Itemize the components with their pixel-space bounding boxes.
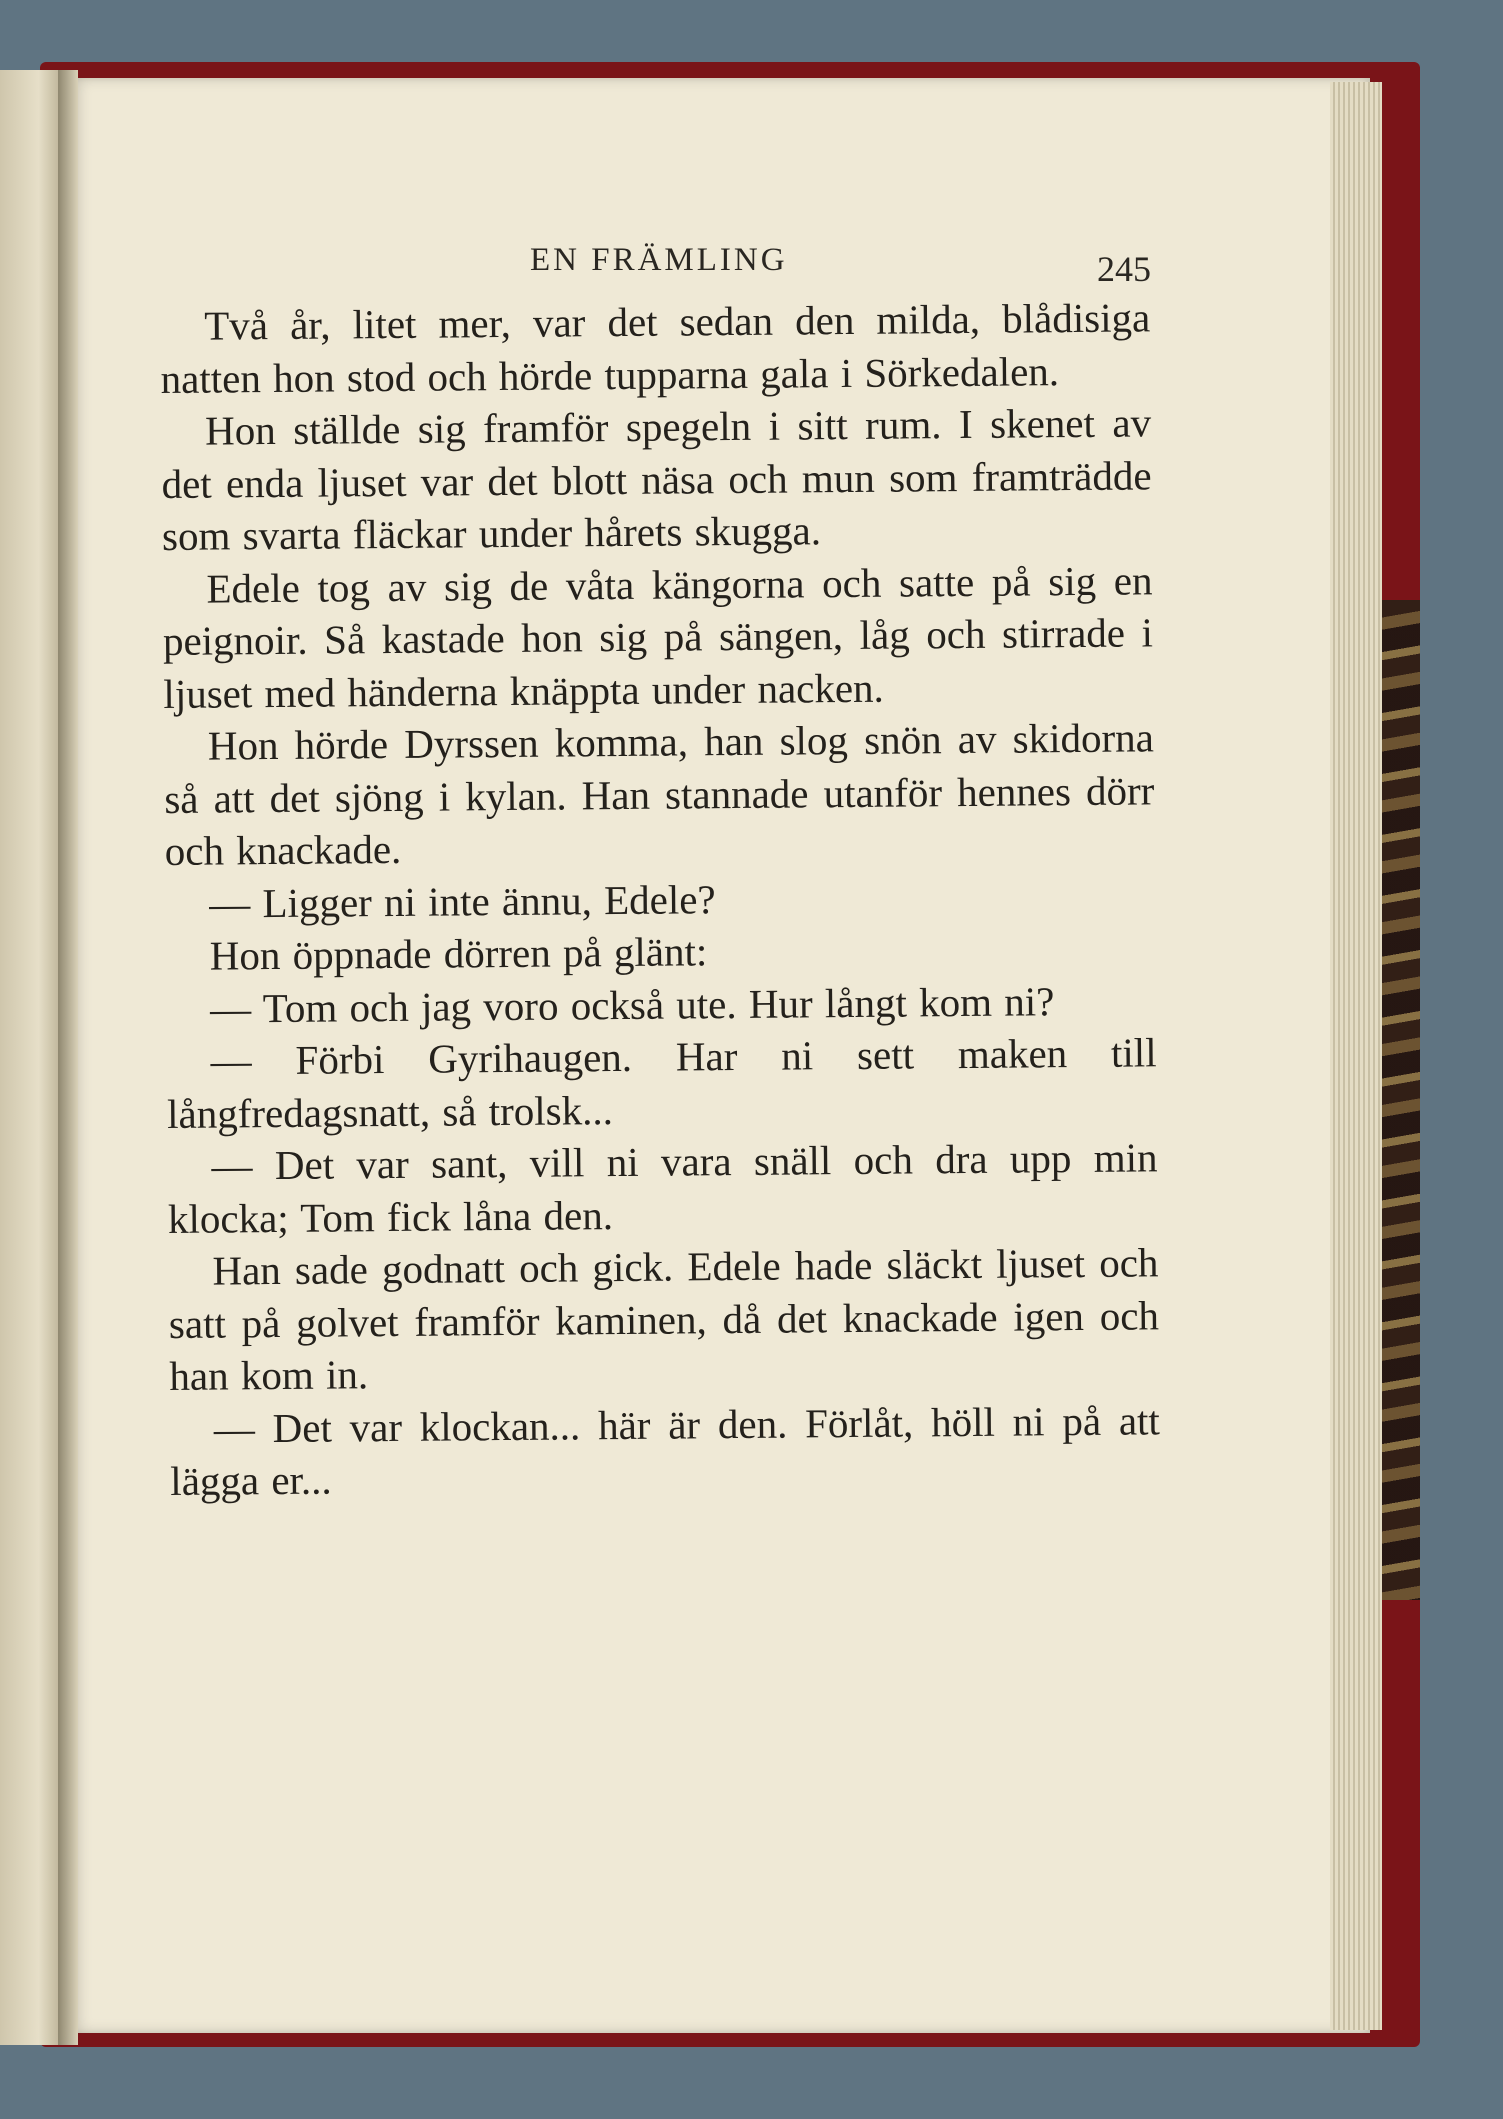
paragraph: Hon ställde sig framför spegeln i sitt rum. I skenet av det enda ljuset var det blott näsa och mun som framträdde som svarta fläckar under hårets skugga. xyxy=(161,399,1152,559)
page-stack-edge xyxy=(1330,82,1382,2030)
paragraph: Två år, litet mer, var det sedan den milda, blådisiga natten hon stod och hörde tupparna gala i Sörkedalen. xyxy=(160,294,1151,402)
running-title: EN FRÄMLING xyxy=(530,242,788,278)
body-text xyxy=(160,291,1160,1507)
marbled-edge xyxy=(1378,600,1420,1600)
dialog-line: — Ligger ni inte ännu, Edele? xyxy=(209,875,716,927)
dialog-line: — Det var klockan... här är den. Förlåt, höll ni på att lägga er... xyxy=(170,1396,1161,1504)
paragraph: Edele tog av sig de våta kängorna och satte på sig en peignoir. Så kastade hon sig på sängen, låg och stirrade i ljuset med händerna knäppta under nacken. xyxy=(162,556,1154,717)
paragraph: Hon hörde Dyrssen komma, han slog snön av skidorna så att det sjöng i kylan. Han stannade utanför hennes dörr och knackade. xyxy=(164,714,1155,874)
dialog-line: — Förbi Gyrihaugen. Har ni sett maken till långfredagsnatt, så trolsk... xyxy=(166,1029,1157,1137)
left-page-edge xyxy=(0,70,64,2045)
page-number: 245 xyxy=(1097,249,1151,289)
dialog-line: — Tom och jag voro också ute. Hur långt kom ni? xyxy=(209,977,1055,1032)
dialog-line: — Det var sant, vill ni vara snäll och dra upp min klocka; Tom fick låna den. xyxy=(167,1134,1158,1242)
paragraph: Hon öppnade dörren på glänt: xyxy=(209,928,708,979)
paragraph: Han sade godnatt och gick. Edele hade släckt ljuset och satt på golvet framför kaminen, då det knackade igen och han kom in. xyxy=(168,1239,1160,1399)
book-gutter xyxy=(58,70,78,2045)
